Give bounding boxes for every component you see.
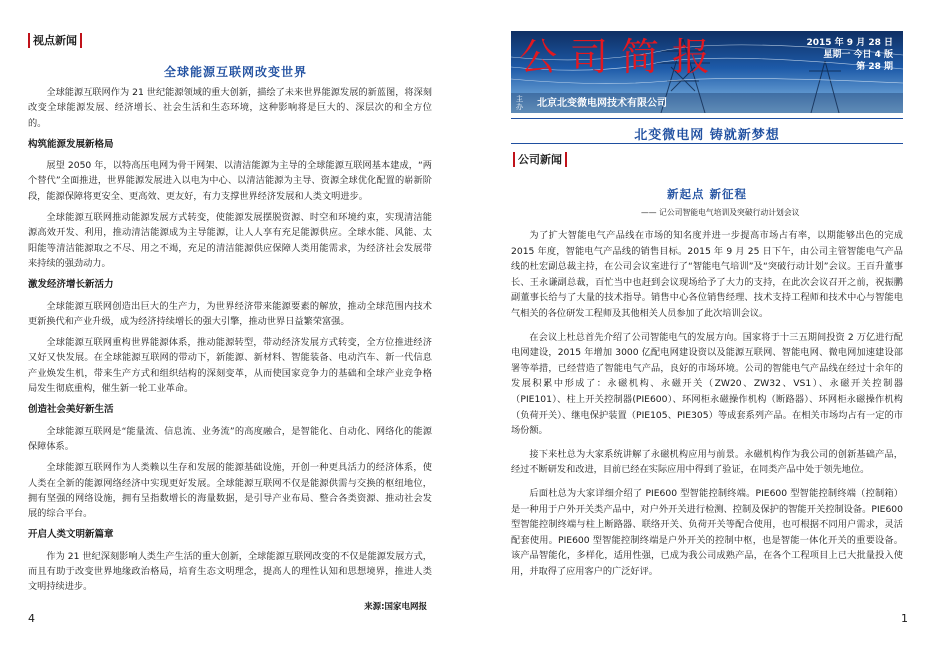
- page-number-left: 4: [28, 612, 35, 625]
- left-section-heading: 构筑能源发展新格局: [28, 138, 114, 150]
- article-title-new-start: 新起点 新征程: [666, 187, 747, 201]
- right-paragraph: 后面杜总为大家详细介绍了 PIE600 型智能控制终端。PIE600 型智能控制终端（控制箱）是一种用于户外开关类产品中，对户外开关进行检测、控制及保护的智能开关控制设备。PIE600 型智能控制终端与柱上断路器、联络开关、负荷开关等配合使用，也可根据不同用户需求，灵活配套使用。PIE600 型智能控制终端是户外开关的控制中枢，也是智能一体化开关的重要设备。该产品智能化，多样化，适用性强，已成为我公司成熟产品，在各个工程项目上已大批量投入使用，并取得了应用客户的广泛好评。: [511, 487, 903, 577]
- left-paragraph: 全球能源互联网作为人类赖以生存和发展的能源基础设施，开创一种更具活力的经济体系，使人类在全新的能源网络经济中实现更好发展。全球能源互联网不仅是能源供需与交换的枢纽地位，拥有坚强的网络设施，拥有呈指数增长的海量数据，是引导产业布局、整合各类资源、推动社会发展的综合平台。: [28, 462, 432, 520]
- left-section-heading: 开启人类文明新篇章: [28, 529, 114, 541]
- right-paragraph: 为了扩大智能电气产品线在市场的知名度并进一步提高市场占有率，以期能够出色的完成 2015 年度，智能电气产品线的销售目标。2015 年 9 月 25 日下午，由公司主管智能电气产品线的杜宏副总裁主持，在公司会议室进行了“智能电气培训”及“突破行动计划”会议。王百升董事长、王永谦副总裁，百忙当中也赶到会议现场给予了大力的支持，在此次会议召开之前，祝振鹏副董事长给与了大量的技术指导。销售中心各位销售经理、技术支持工程师和技术中心与智能电气相关的各位研发工程师及其他相关人员参加了此次培训会议。: [511, 230, 903, 319]
- article-subtitle: —— 记公司智能电气培训及突破行动计划会议: [641, 208, 800, 217]
- right-article-body: [511, 228, 903, 587]
- section-tag-company-news: 公司新闻: [513, 152, 567, 167]
- article-title-global-energy: 全球能源互联网改变世界: [163, 65, 307, 79]
- banner-divider-top: [511, 118, 903, 119]
- left-paragraph: 作为 21 世纪深刻影响人类生产生活的重大创新，全球能源互联网改变的不仅是能源发展方式，而且有助于改变世界地缘政治格局，培育生态文明理念，提高人的理性认知和思想境界，推进人类文明持续进步。: [28, 550, 432, 593]
- right-page: [471, 0, 942, 659]
- masthead-banner: [511, 31, 903, 113]
- issue-number: 第 28 期: [856, 62, 893, 72]
- right-paragraph: 在会议上杜总首先介绍了公司智能电气的发展方向。国家将于十三五期间投资 2 万亿进行配电网建设，2015 年增加 3000 亿配电网建设资以及能源互联网、智能电网、微电网加速建设部署等举措，已经营造了智能电气产品，良好的市场环境。公司的智能电气产品线在经过十余年的发展积累中形成了：永磁机构、永磁开关（ZW20、ZW32、VS1）、永磁开关控制器（PIE101）、柱上开关控制器(PIE600）、环网柜永磁操作机构（断路器）、环网柜永磁操作机构（负荷开关）、继电保护装置（PIE105、PIE305）等成套系列产品。在相关市场均占有一定的市场份额。: [511, 331, 903, 437]
- left-paragraph: 全球能源互联网创造出巨大的生产力，为世界经济带来能源要素的解放，推动全球范围内技术更新换代和产业升级，成为经济持续增长的强大引擎，推动世界日益繁荣富强。: [28, 300, 432, 327]
- banner-divider-bottom: [511, 143, 903, 144]
- left-paragraph: 全球能源互联网推动能源发展方式转变，使能源发展摆脱资源、时空和环境约束，实现清洁能源高效开发、利用，推动清洁能源成为主导能源，让人人享有充足能源供应。全球水能、风能、太阳能等清洁能源取之不尽、用之不竭，充足的清洁能源供应保障人类用能需求，为经济社会发展带来持续的强劲动力。: [28, 212, 432, 269]
- section-tag-viewpoint-news: 视点新闻: [28, 33, 82, 48]
- left-section-heading: 激发经济增长新活力: [28, 279, 114, 291]
- issue-date: 2015 年 9 月 28 日: [806, 38, 893, 48]
- host-label: 主办: [516, 95, 523, 111]
- article-source: 来源:国家电网报: [364, 602, 427, 612]
- left-paragraph: 全球能源互联网是“能量流、信息流、业务流”的高度融合，是智能化、自动化、网络化的能源保障体系。: [28, 425, 432, 452]
- left-paragraph: 展望 2050 年，以特高压电网为骨干网架、以清洁能源为主导的全球能源互联网基本建成，“两个替代”全面推进，世界能源发展进入以电为中心、以清洁能源为主导、资源全球优化配置的崭新阶段，能源保障将更安全、更高效、更友好，有力支撑世界经济发展和人类文明进步。: [28, 160, 432, 202]
- left-article-body: [28, 85, 432, 601]
- issue-weekday: 星期一 今日 4 版: [823, 50, 893, 60]
- right-paragraph: 接下来杜总为大家系统讲解了永磁机构应用与前景。永磁机构作为我公司的创新基础产品，经过不断研发和改进，目前已经在实际应用中得到了验证，在同类产品中处于领先地位。: [511, 448, 903, 476]
- issue-info: [806, 37, 893, 73]
- masthead-title: 公司简报: [519, 35, 724, 79]
- left-section-heading: 创造社会美好新生活: [28, 404, 114, 416]
- left-paragraph: 全球能源互联网重构世界能源体系，推动能源转型，带动经济发展方式转变，全方位推进经济又好又快发展。在全球能源互联网的带动下，新能源、新材料、智能装备、电动汽车、新一代信息产业焕发生机，带来生产方式和组织结构的深刻变革，从而使国家竞争力的基础和全球产业竞争格局发生彻底重构，催生新一轮工业革命。: [28, 337, 432, 395]
- left-intro-paragraph: 全球能源互联网作为 21 世纪能源领域的重大创新，描绘了未来世界能源发展的新蓝图，将深刻改变全球能源发展、经济增长、社会生活和生态环境，这种影响将是巨大的、深层次的和全方位的。: [28, 87, 432, 129]
- banner-slogan: 北变微电网 铸就新梦想: [634, 128, 780, 143]
- page-number-right: 1: [901, 612, 908, 625]
- company-name: 北京北变微电网技术有限公司: [537, 98, 667, 109]
